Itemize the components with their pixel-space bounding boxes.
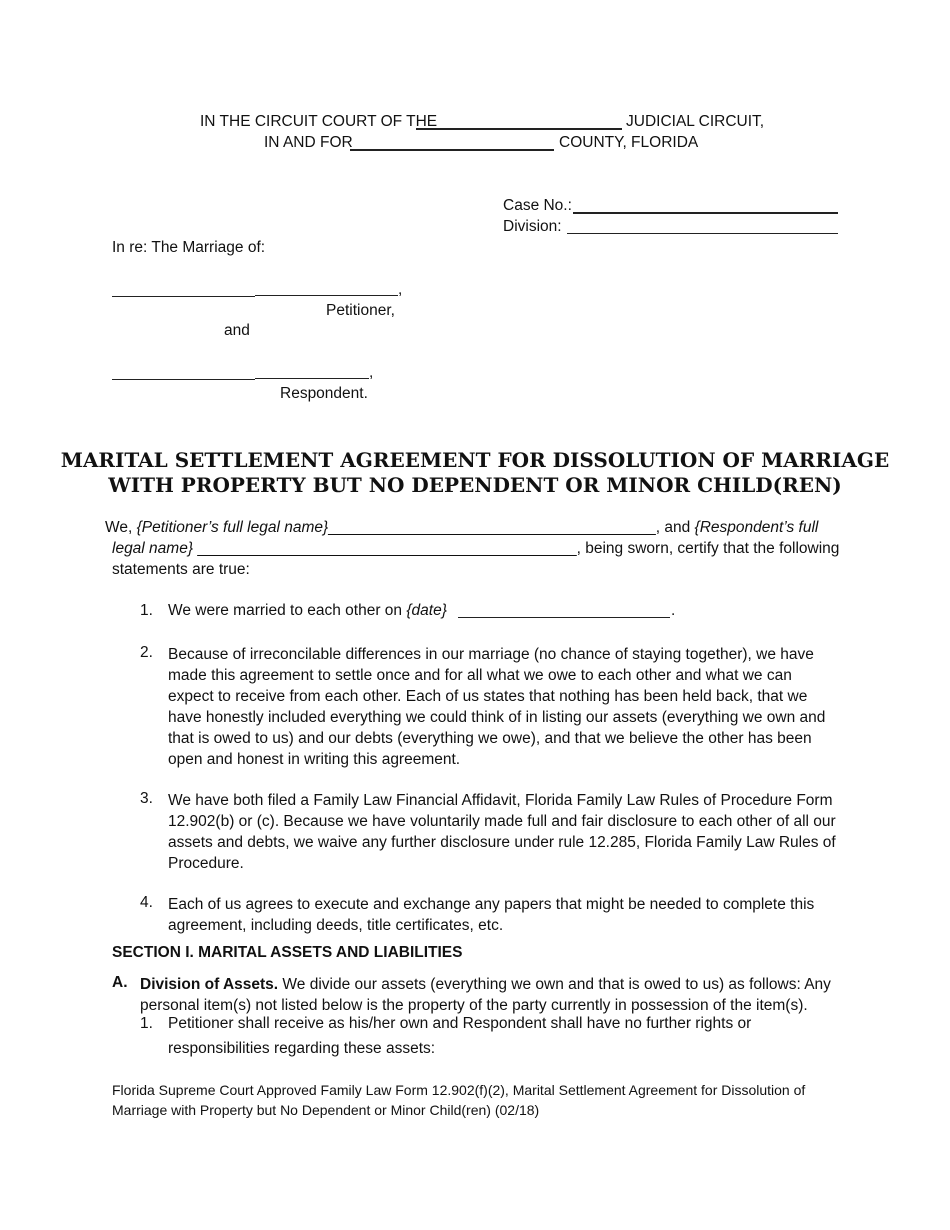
- sub-item-1-line1: Petitioner shall receive as his/her own and Respondent shall have no further rights or: [168, 1015, 752, 1032]
- intro-statements: statements are true:: [112, 561, 250, 578]
- item-3-number: 3.: [140, 790, 153, 807]
- item-4-text: Each of us agrees to execute and exchange any papers that might be needed to complete this agreement, including deeds, title certificates, etc.: [168, 896, 815, 934]
- intro-respondent-name-blank[interactable]: ____________________________________________: [197, 540, 577, 557]
- item-1-text: We were married to each other on: [168, 602, 403, 619]
- item-1-line: [168, 602, 447, 620]
- item-1-number: 1.: [140, 602, 153, 619]
- sub-item-1-line2: responsibilities regarding these assets:: [168, 1040, 436, 1057]
- section-a-text: We divide our assets (everything we own and that is owed to us) as follows: Any personal item(s) not listed below is the property of the party currently in possession of the item(s).: [140, 976, 831, 1014]
- division-field[interactable]: [567, 233, 838, 234]
- case-no-label: Case No.:: [503, 197, 572, 214]
- county-blank[interactable]: [350, 149, 554, 151]
- petitioner-comma: ,: [398, 281, 403, 298]
- intro-respondent-name-hint-a: {Respondent’s full: [694, 519, 819, 536]
- item-3-text: We have both filed a Family Law Financial Affidavit, Florida Family Law Rules of Procedure Form 12.902(b) or (c). Because we have voluntarily made full and fair disclosure to each other of all our assets and debts, we waive any further disclosure under rule 12.285, Florida Family Law Rules of Procedure.: [168, 792, 836, 872]
- form-footer: Florida Supreme Court Approved Family Law Form 12.902(f)(2), Marital Settlement Agreement for Dissolution of Marriage with Property but No Dependent or Minor Child(ren) (02/18): [112, 1082, 806, 1118]
- intro-sworn: , being sworn, certify that the following: [576, 540, 840, 557]
- respondent-label: Respondent.: [280, 385, 368, 402]
- item-2-text: Because of irreconcilable differences in our marriage (no chance of staying together), we have made this agreement to settle once and for all what we owe to each other and what we can expect to receive from each other. Each of us states that nothing has been held back, that we have honestly included everything we could think of in listing our assets (everything we own and that is owed to us) and our debts (everything we owe), and that we believe the other has been open and honest in writing this agreement.: [168, 646, 826, 768]
- intro-we: We,: [105, 519, 133, 536]
- sub-item-1-number: 1.: [140, 1015, 153, 1032]
- section-a-paragraph: [140, 974, 840, 1016]
- circuit-court-prefix: IN THE CIRCUIT COURT OF THE: [200, 113, 438, 130]
- petitioner-label: Petitioner,: [326, 302, 395, 319]
- section-heading: SECTION I. MARITAL ASSETS AND LIABILITIES: [112, 944, 463, 961]
- section-a-bold: Division of Assets.: [140, 976, 279, 993]
- document-title-line1: MARITAL SETTLEMENT AGREEMENT FOR DISSOLUTION OF MARRIAGE: [60, 448, 890, 472]
- item-1-period: .: [671, 602, 676, 619]
- intro-line-2: [112, 540, 839, 558]
- county-prefix: IN AND FOR: [264, 134, 353, 151]
- section-a-label: A.: [112, 974, 128, 991]
- petitioner-name-blank-a[interactable]: [112, 296, 255, 297]
- judicial-circuit-blank[interactable]: [416, 128, 622, 130]
- respondent-name-blank-a[interactable]: [112, 379, 255, 380]
- item-4-number: 4.: [140, 894, 153, 911]
- respondent-name-blank-b[interactable]: [255, 378, 369, 379]
- petitioner-name-blank-b[interactable]: [255, 295, 398, 296]
- document-title-line2: WITH PROPERTY BUT NO DEPENDENT OR MINOR CHILD(REN): [108, 473, 842, 497]
- intro-petitioner-name-blank[interactable]: ______________________________________: [328, 519, 656, 536]
- circuit-court-suffix: JUDICIAL CIRCUIT,: [626, 113, 765, 130]
- intro-petitioner-name-hint: {Petitioner’s full legal name}: [136, 519, 329, 536]
- respondent-comma: ,: [369, 364, 374, 381]
- county-suffix: COUNTY, FLORIDA: [559, 134, 699, 151]
- division-label: Division:: [503, 218, 562, 235]
- item-1-date-hint: {date}: [406, 602, 447, 619]
- intro-line-1: [105, 519, 818, 537]
- marriage-date-field[interactable]: [458, 617, 670, 618]
- intro-and: , and: [655, 519, 691, 536]
- case-no-field[interactable]: [573, 212, 838, 214]
- intro-respondent-name-hint-b: legal name}: [112, 540, 194, 557]
- in-re-label: In re: The Marriage of:: [112, 239, 266, 256]
- item-2-number: 2.: [140, 644, 153, 661]
- and-label: and: [224, 322, 250, 339]
